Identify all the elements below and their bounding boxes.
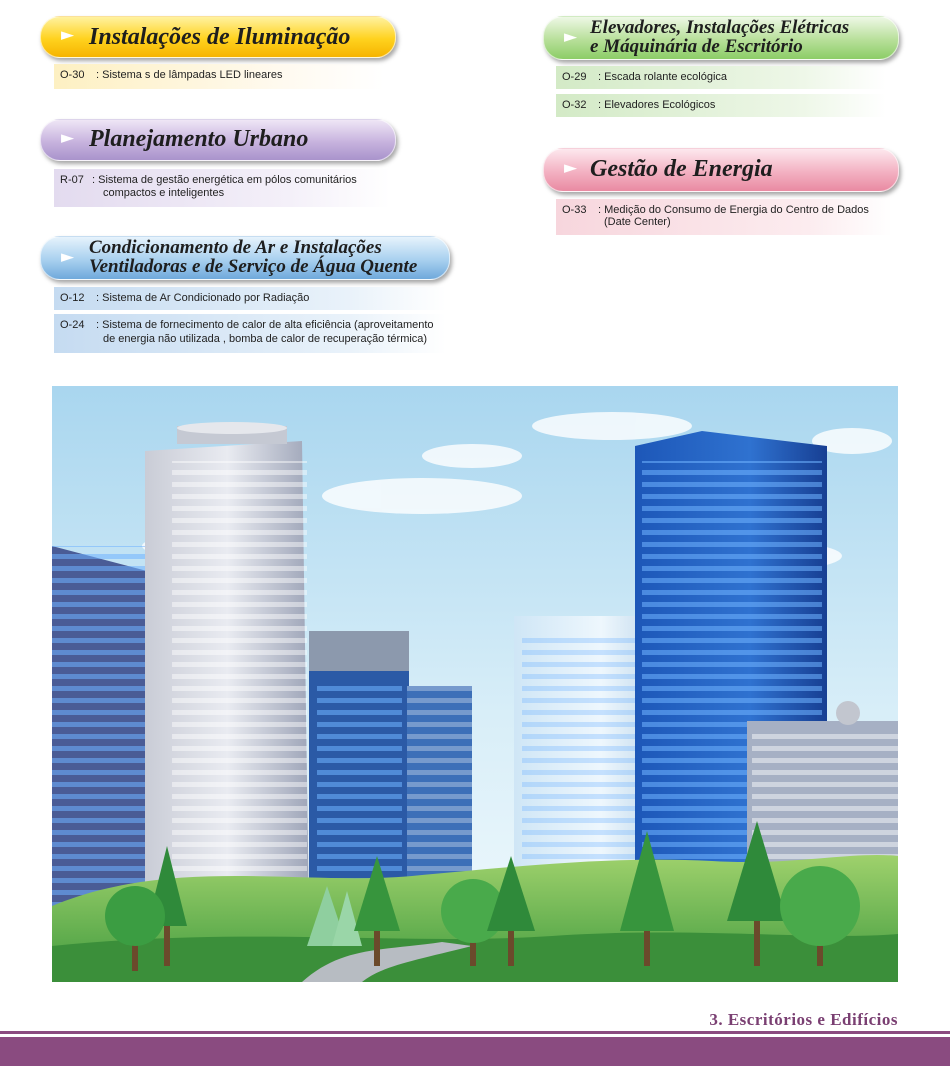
list-item bbox=[54, 287, 446, 310]
item-code: O-24 bbox=[60, 319, 85, 331]
section-title: 3. Escritórios e Edifícios bbox=[709, 1010, 898, 1029]
category-title: Ventiladoras e de Serviço de Água Quente bbox=[89, 256, 418, 277]
item-code: O-32 bbox=[562, 99, 587, 111]
category-header-urban-planning bbox=[40, 119, 396, 161]
arrow-icon: ► bbox=[61, 25, 75, 45]
list-item bbox=[556, 199, 892, 235]
item-description: : Sistema s de lâmpadas LED lineares bbox=[96, 69, 283, 81]
arrow-icon: ► bbox=[61, 128, 75, 148]
arrow-icon: ► bbox=[61, 247, 75, 267]
item-description: : Sistema de fornecimento de calor de alta eficiência (aproveitamento bbox=[96, 319, 434, 331]
item-code: O-29 bbox=[562, 71, 587, 83]
arrow-icon: ► bbox=[564, 158, 578, 178]
item-description: : Sistema de Ar Condicionado por Radiação bbox=[96, 292, 310, 304]
list-item bbox=[54, 314, 446, 353]
category-header-energy-management bbox=[543, 148, 899, 192]
city-skyline-illustration bbox=[52, 386, 898, 982]
category-title: e Máquinária de Escritório bbox=[590, 36, 803, 57]
item-code: O-12 bbox=[60, 292, 85, 304]
category-title: Condicionamento de Ar e Instalações bbox=[89, 237, 382, 258]
item-code: O-33 bbox=[562, 204, 587, 216]
category-title: Elevadores, Instalações Elétricas bbox=[590, 17, 850, 38]
footer-divider bbox=[0, 1031, 950, 1034]
list-item bbox=[54, 64, 384, 89]
item-description: compactos e inteligentes bbox=[103, 187, 225, 199]
item-description: : Escada rolante ecológica bbox=[598, 71, 728, 83]
item-code: O-30 bbox=[60, 69, 85, 81]
item-code: R-07 bbox=[60, 174, 84, 186]
item-description: (Date Center) bbox=[604, 216, 671, 228]
item-description: : Medição do Consumo de Energia do Centro de Dados bbox=[598, 204, 869, 216]
category-header-elevators bbox=[543, 16, 899, 60]
category-title: Planejamento Urbano bbox=[89, 126, 309, 152]
category-title: Gestão de Energia bbox=[590, 156, 773, 182]
category-header-lighting bbox=[40, 16, 396, 58]
item-description: : Sistema de gestão energética em pólos comunitários bbox=[92, 174, 357, 186]
footer-band bbox=[0, 1037, 950, 1066]
category-title: Instalações de Iluminação bbox=[89, 24, 351, 50]
list-item bbox=[54, 169, 390, 207]
category-header-air-conditioning bbox=[40, 236, 450, 280]
list-item bbox=[556, 66, 886, 89]
arrow-icon: ► bbox=[564, 27, 578, 47]
item-description: de energia não utilizada , bomba de calor de recuperação térmica) bbox=[103, 333, 428, 345]
item-description: : Elevadores Ecológicos bbox=[598, 99, 716, 111]
list-item bbox=[556, 94, 886, 117]
